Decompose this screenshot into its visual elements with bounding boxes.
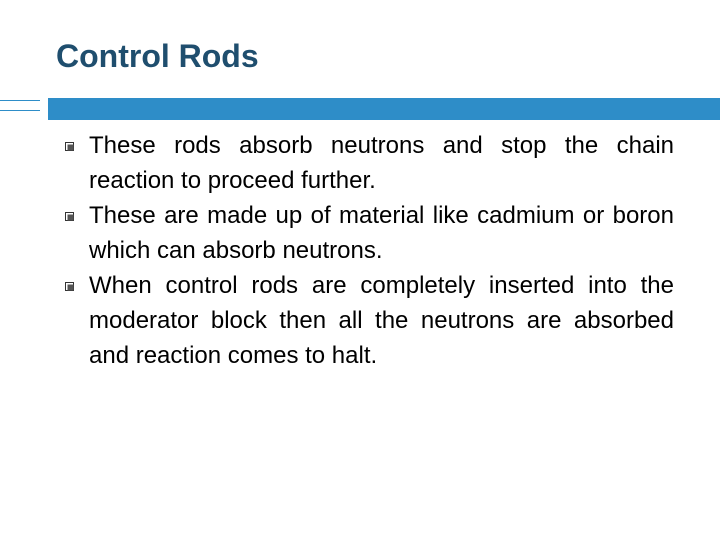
accent-line-bottom bbox=[0, 110, 40, 111]
checkbox-square-icon bbox=[65, 212, 74, 221]
bullet-text: When control rods are completely inserted into the moderator block then all the neutrons are absorbed and reaction comes to halt. bbox=[89, 272, 674, 369]
bullet-list bbox=[80, 128, 674, 373]
slide-content bbox=[80, 128, 674, 373]
bullet-item bbox=[80, 268, 674, 373]
bullet-text: These are made up of material like cadmium or boron which can absorb neutrons. bbox=[89, 202, 674, 264]
bullet-item bbox=[80, 198, 674, 268]
slide-title: Control Rods bbox=[56, 38, 259, 74]
accent-line-top bbox=[0, 100, 40, 101]
bullet-item bbox=[80, 128, 674, 198]
checkbox-square-icon bbox=[65, 142, 74, 151]
accent-bar bbox=[48, 98, 720, 120]
checkbox-square-icon bbox=[65, 282, 74, 291]
bullet-text: These rods absorb neutrons and stop the chain reaction to proceed further. bbox=[89, 132, 674, 194]
